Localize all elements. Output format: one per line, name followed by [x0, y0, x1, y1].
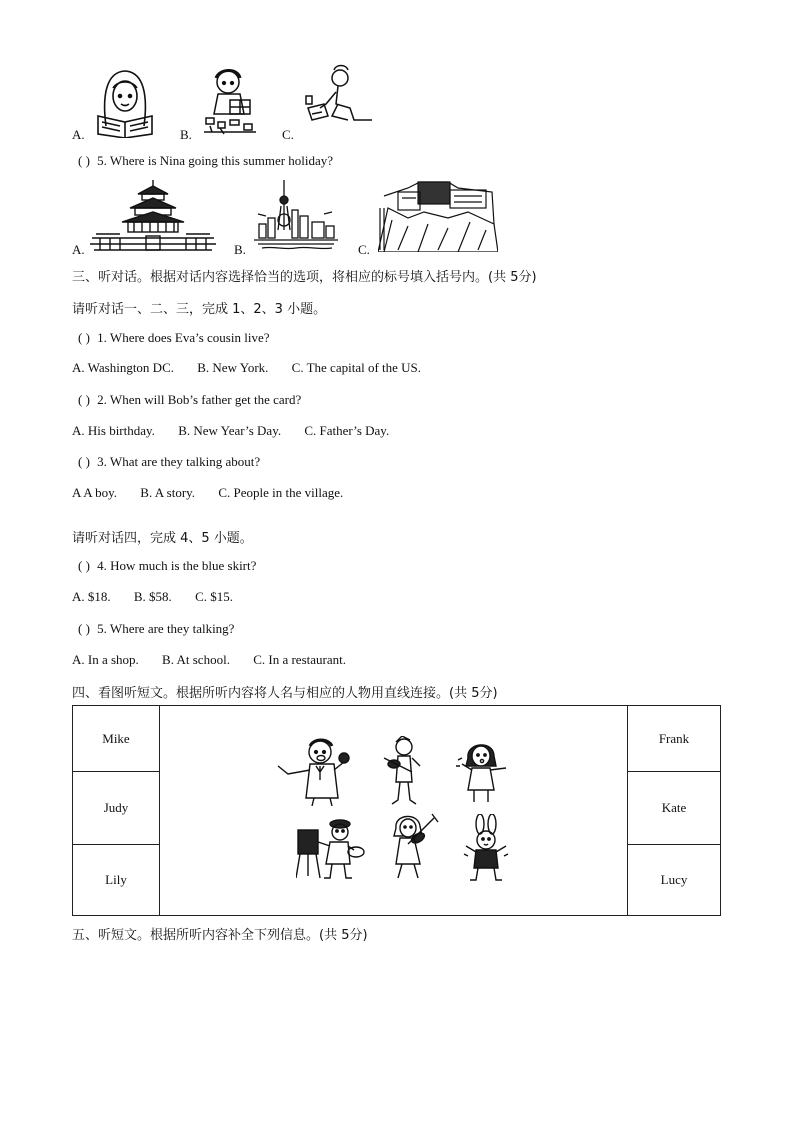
question-4 — [78, 558, 256, 574]
question-5 — [78, 153, 333, 169]
option-a: A. In a shop. — [72, 652, 139, 667]
section-3-heading: 三、听对话。根据对话内容选择恰当的选项，将相应的标号填入括号内。(共 5分) — [72, 270, 537, 285]
answer-bracket[interactable]: ( ) — [78, 330, 90, 345]
question-text: 1. Where does Eva’s cousin live? — [97, 330, 270, 345]
question-1 — [78, 330, 270, 346]
option-b: B. New York. — [197, 360, 269, 375]
group-1-intro: 请听对话一、二、三，完成 1、2、3 小题。 — [72, 302, 327, 317]
boy-violin-icon — [382, 736, 424, 806]
left-name-cell[interactable]: Lily — [73, 844, 160, 915]
right-name-cell[interactable]: Frank — [628, 706, 721, 772]
question-5b-options — [72, 652, 346, 668]
temple-of-heaven-icon — [90, 178, 216, 252]
answer-bracket[interactable]: ( ) — [78, 621, 90, 636]
question-text: 4. How much is the blue skirt? — [97, 558, 257, 573]
question-text: 5. Where is Nina going this summer holiday? — [97, 153, 334, 168]
question-text: 2. When will Bob’s father get the card? — [97, 392, 302, 407]
shanghai-skyline-icon — [254, 180, 338, 252]
girl-violin-icon — [384, 812, 440, 882]
answer-bracket[interactable]: ( ) — [78, 392, 90, 407]
question-text: 5. Where are they talking? — [97, 621, 235, 636]
option-label: B. — [180, 127, 192, 142]
option-c: C. $15. — [195, 589, 233, 604]
painter-at-easel-icon — [296, 816, 366, 880]
option-a: A A boy. — [72, 485, 118, 500]
section-5-heading: 五、听短文。根据所听内容补全下列信息。(共 5分) — [72, 928, 368, 943]
question-3-options — [72, 485, 343, 501]
option-a: A. Washington DC. — [72, 360, 174, 375]
conductor-singer-icon — [274, 736, 360, 806]
question-2 — [78, 392, 301, 408]
option-b: B. A story. — [140, 485, 196, 500]
option-label: C. — [358, 242, 370, 257]
question-3 — [78, 454, 260, 470]
answer-bracket[interactable]: ( ) — [78, 558, 90, 573]
option-label: A. — [72, 242, 85, 257]
rabbit-dancing-icon — [462, 814, 512, 884]
girl-reading-book-icon — [92, 66, 158, 138]
question-2-options — [72, 423, 389, 439]
girl-singing-icon — [454, 738, 512, 806]
option-c: C. The capital of the US. — [291, 360, 422, 375]
section-4-heading: 四、看图听短文。根据所听内容将人名与相应的人物用直线连接。(共 5分) — [72, 686, 498, 701]
left-name-cell[interactable]: Mike — [73, 706, 160, 772]
answer-bracket[interactable]: ( ) — [78, 454, 90, 469]
girl-drawing-icon — [302, 64, 376, 128]
left-name-cell[interactable]: Judy — [73, 772, 160, 844]
option-c: C. People in the village. — [218, 485, 344, 500]
potala-palace-icon — [378, 178, 498, 252]
right-name-cell[interactable]: Lucy — [628, 844, 721, 915]
question-1-options — [72, 360, 421, 376]
option-label: C. — [282, 127, 294, 142]
option-b: B. At school. — [162, 652, 230, 667]
right-name-cell[interactable]: Kate — [628, 772, 721, 844]
option-c: C. Father’s Day. — [304, 423, 390, 438]
option-c: C. In a restaurant. — [253, 652, 346, 667]
question-5b — [78, 621, 234, 637]
group-2-intro: 请听对话四，完成 4、5 小题。 — [72, 531, 253, 546]
option-a: A. His birthday. — [72, 423, 155, 438]
question-text: 3. What are they talking about? — [97, 454, 261, 469]
answer-bracket[interactable]: ( ) — [78, 153, 90, 168]
option-b: B. $58. — [133, 589, 172, 604]
option-b: B. New Year’s Day. — [178, 423, 282, 438]
option-label: A. — [72, 127, 85, 142]
question-4-options — [72, 589, 233, 605]
option-a: A. $18. — [72, 589, 111, 604]
option-label: B. — [234, 242, 246, 257]
boy-with-blocks-icon — [200, 66, 260, 138]
